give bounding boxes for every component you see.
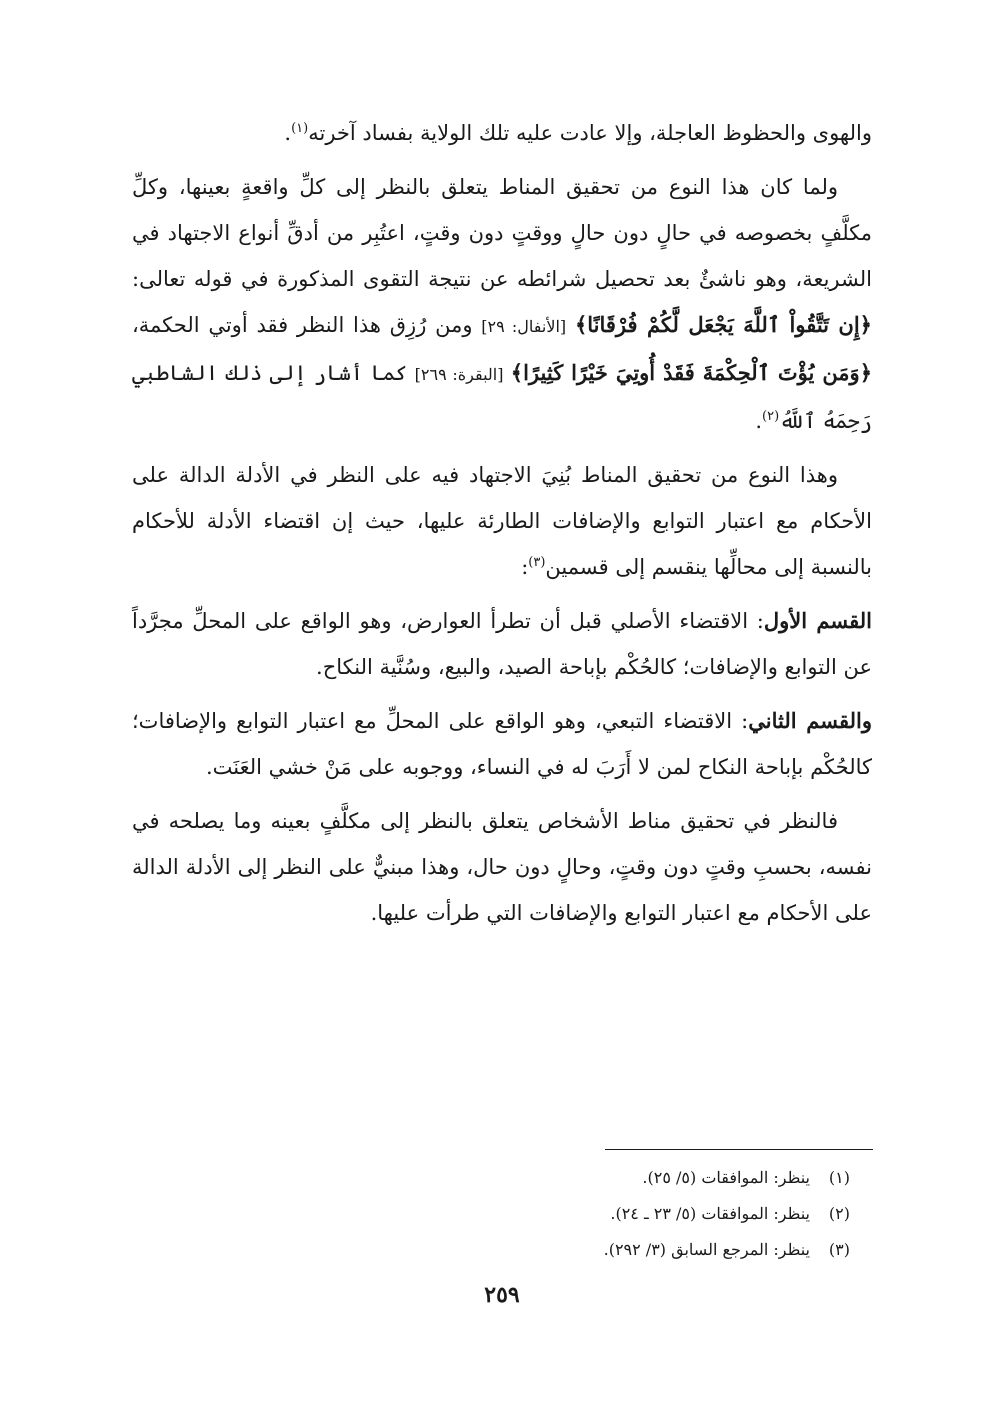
paragraph-6: فالنظر في تحقيق مناط الأشخاص يتعلق بالنظر إلى مكلَّفٍ بعينه وما يصلحه في نفسه، بحسبِ وقتٍ دون وقتٍ، وحالٍ دون حال، وهذا مبنيٌّ على النظر إلى الأدلة الدالة على الأحكام مع اعتبار التوابع والإضافات التي طرأت عليها. — [132, 809, 872, 925]
quran-verse-baqarah: ﴿وَمَن يُؤْتَ ٱلْحِكْمَةَ فَقَدْ أُوتِيَ خَيْرًا كَثِيرًا﴾ — [510, 360, 872, 385]
footnote-ref-1[interactable]: (١) — [291, 121, 309, 136]
page-number: ٢٥٩ — [484, 1282, 520, 1308]
paragraph-4: القسم الأول: الاقتضاء الأصلي قبل أن تطرأ العوارض، وهو الواقع على المحلِّ مجرَّداً عن التوابع والإضافات؛ كالحُكْم بإباحة الصيد، والبيع، وسُنَّية النكاح. — [132, 608, 873, 679]
quran-verse-anfal: ﴿إِن تَتَّقُواْ ٱللَّهَ يَجْعَل لَّكُمْ فُرْقَانًا﴾ — [574, 312, 872, 337]
paragraph-5: والقسم الثاني: الاقتضاء التبعي، وهو الواقع على المحلِّ مع اعتبار التوابع والإضافات؛ كالحُكْم بإباحة النكاح لمن لا أَرَبَ له في النساء، ووجوبه على مَنْ خشي العَنَت. — [132, 708, 872, 779]
paragraph-2: ولما كان هذا النوع من تحقيق المناط يتعلق بالنظر إلى كلِّ واقعةٍ بعينها، وكلِّ مكلَّفٍ بخصوصه في حالٍ دون حالٍ ووقتٍ دون وقتٍ، اعتُبِر من أدقِّ أنواع الاجتهاد في الشريعة، وهو ناشئٌ بعد تحصيل شرائطه عن نتيجة التقوى المذكورة في قوله تعالى: ﴿إِن تَتَّقُواْ ٱللَّهَ يَجْعَل لَّكُمْ فُرْقَانًا﴾ [الأنفال: ٢٩] ومن رُزِق هذا النظر فقد أوتي الحكمة، ﴿وَمَن يُؤْتَ ٱلْحِكْمَةَ فَقَدْ أُوتِيَ خَيْرًا كَثِيرًا﴾ [البقرة: ٢٦٩] كما أشار إلى ذلك الشاطبي رَحِمَهُ ٱللَّهُ$^{(٢)}$. — [132, 175, 872, 433]
section-label-first: القسم الأول — [763, 608, 873, 633]
footnote-2: (٢)ينظر: الموافقات (٥/ ٢٣ ـ ٢٤). — [610, 1204, 850, 1223]
footnote-separator — [605, 1149, 873, 1150]
verse-reference-anfal: [الأنفال: ٢٩] — [481, 317, 567, 336]
paragraph-3: وهذا النوع من تحقيق المناط بُنِيَ الاجتهاد فيه على النظر في الأدلة الدالة على الأحكام مع اعتبار التوابع والإضافات الطارئة عليها، حيث إن اقتضاء الأدلة للأحكام بالنسبة إلى محالِّها ينقسم إلى قسمين$^{(٣)}$: — [132, 463, 872, 579]
verse-reference-baqarah: [البقرة: ٢٦٩] — [414, 365, 504, 384]
footnote-ref-3[interactable]: (٣) — [528, 555, 546, 570]
footnote-3: (٣)ينظر: المرجع السابق (٣/ ٢٩٢). — [603, 1240, 850, 1259]
footnote-ref-2[interactable]: (٢) — [762, 409, 780, 424]
footnotes — [132, 1160, 872, 1268]
main-text — [132, 110, 872, 944]
section-label-second: والقسم الثاني — [748, 708, 872, 733]
footnote-1: (١)ينظر: الموافقات (٥/ ٢٥). — [642, 1168, 850, 1187]
paragraph-1: والهوى والحظوظ العاجلة، وإلا عادت عليه تلك الولاية بفساد آخرته$^{(١)}$. — [284, 121, 872, 145]
